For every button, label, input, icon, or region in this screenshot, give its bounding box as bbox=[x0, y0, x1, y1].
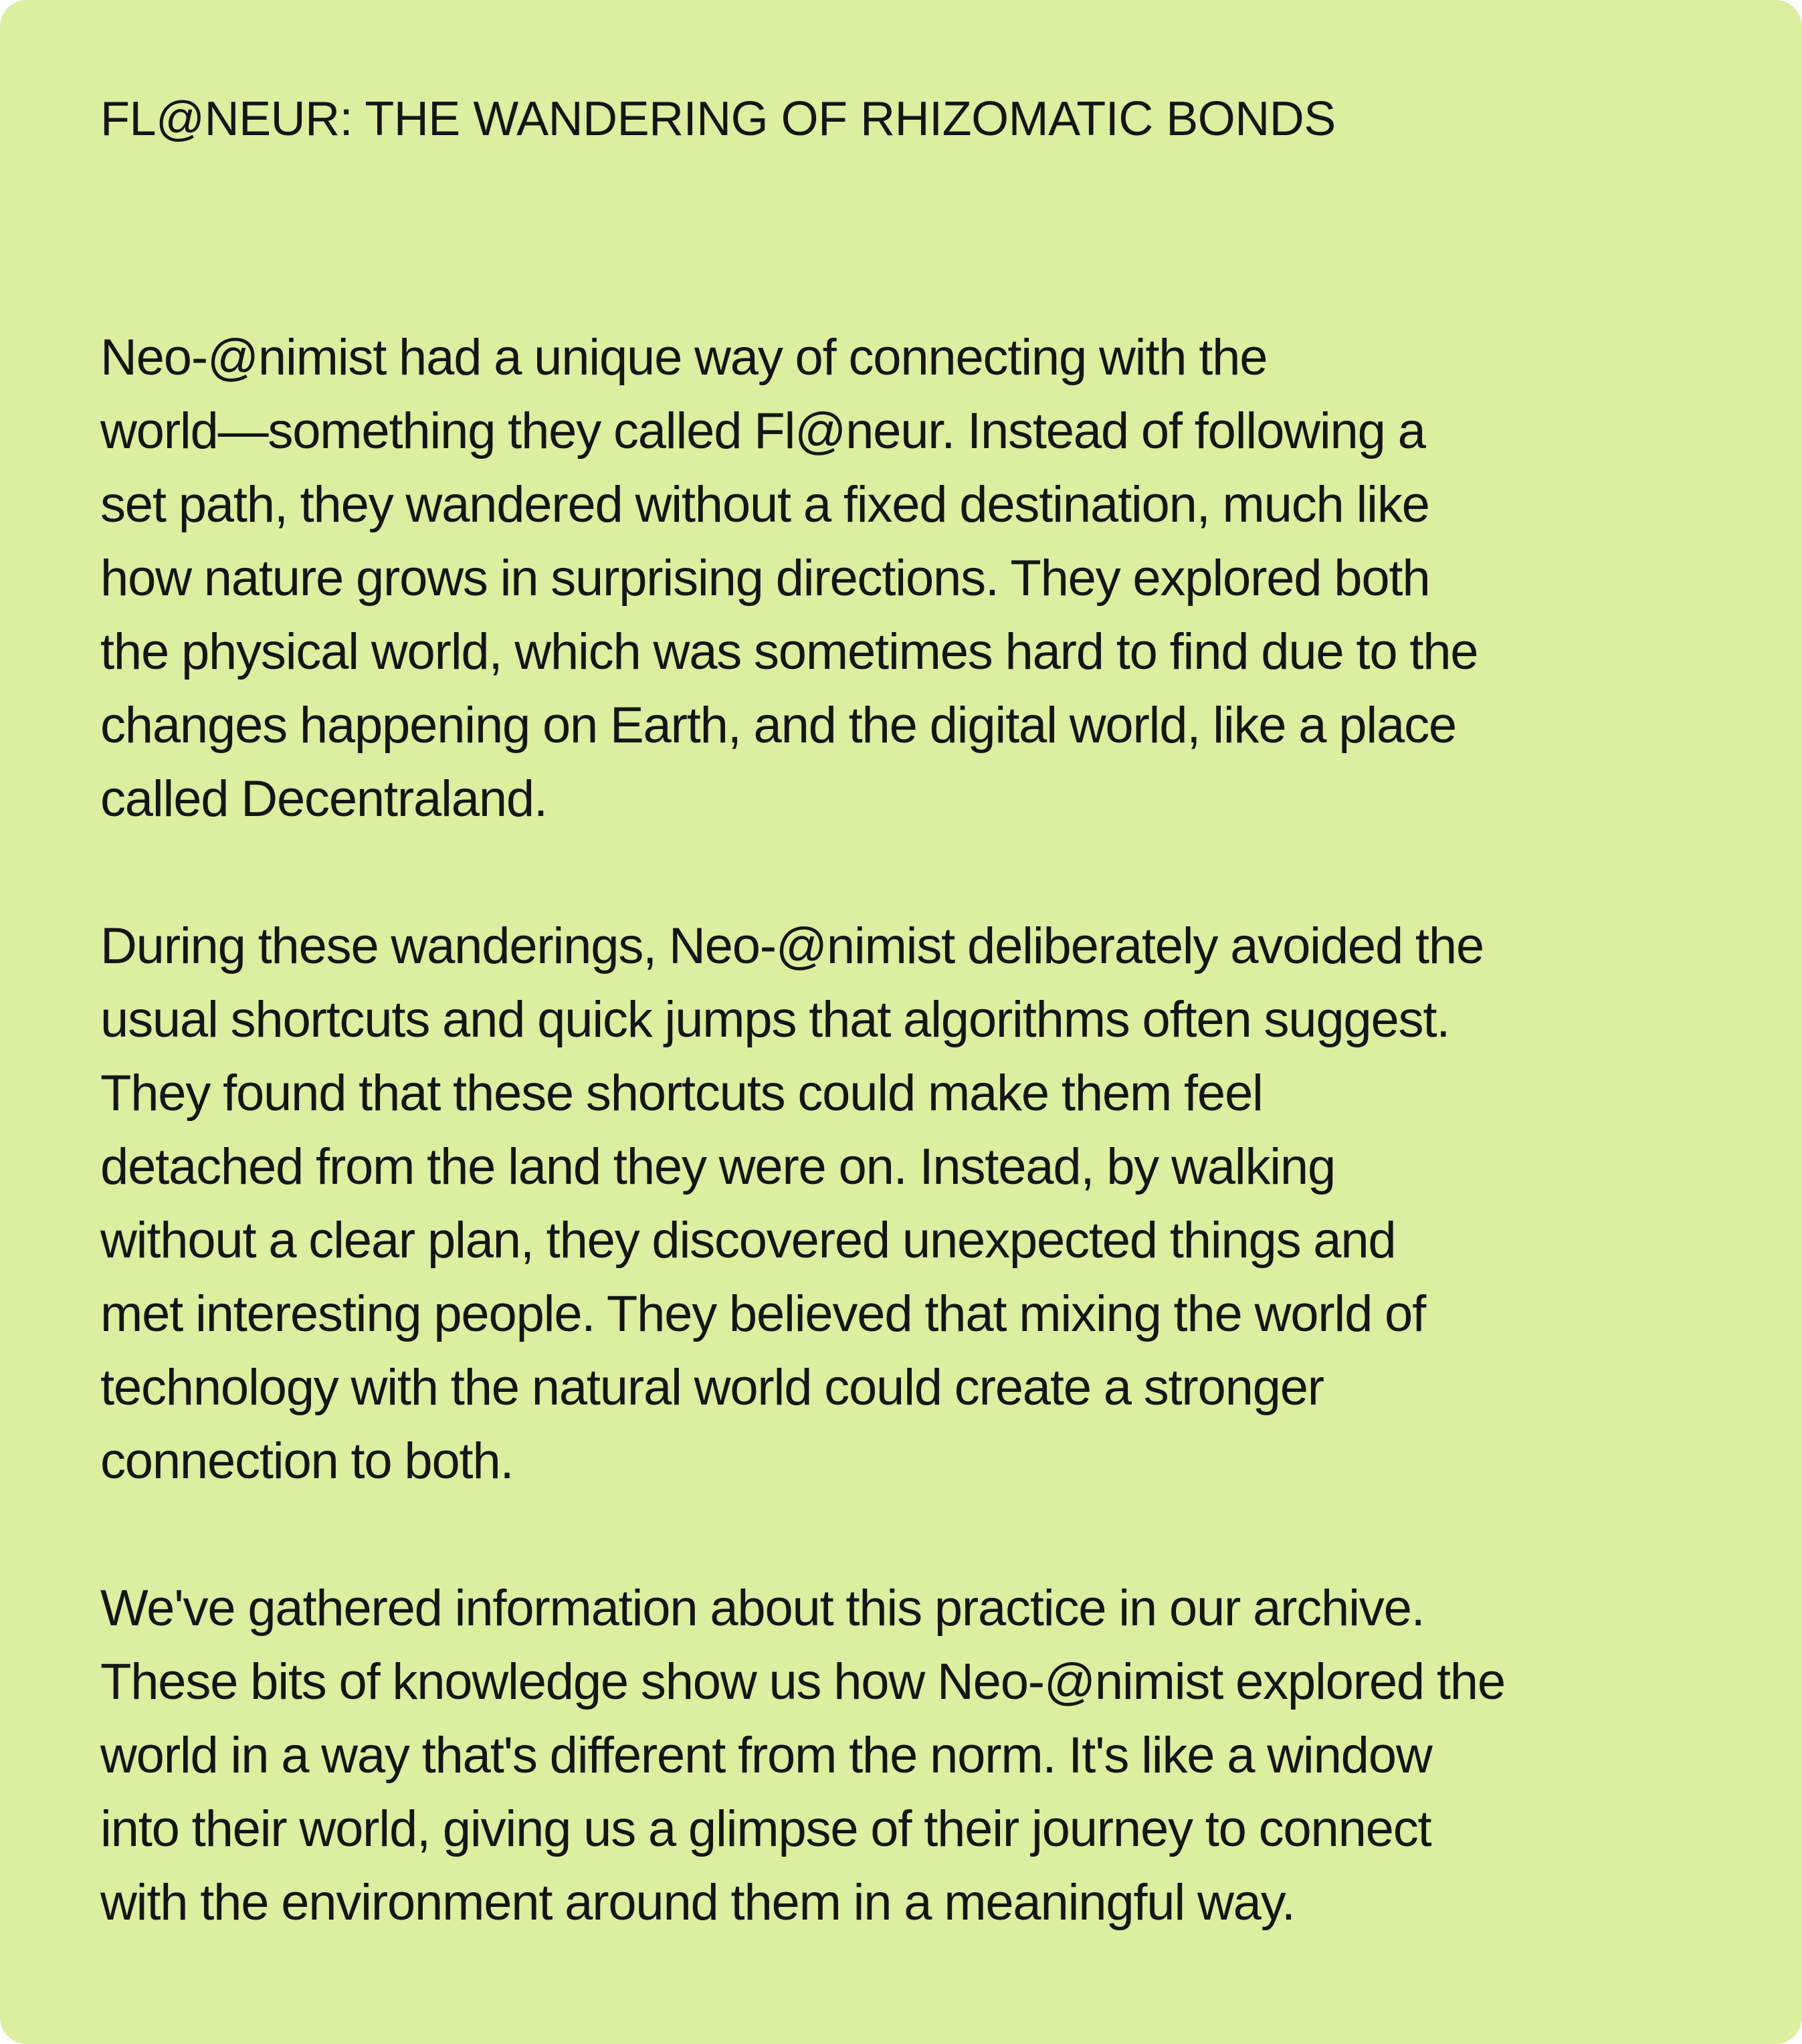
paragraph-line: connection to both. bbox=[100, 1433, 514, 1490]
paragraph-line: detached from the land they were on. Instead, by walking bbox=[100, 1138, 1336, 1195]
paragraph-line: with the environment around them in a meaningful way. bbox=[100, 1874, 1295, 1931]
paragraph-line: world—something they called Fl@neur. Instead of following a bbox=[100, 403, 1425, 459]
paragraph-line: into their world, giving us a glimpse of their journey to connect bbox=[100, 1801, 1431, 1857]
paragraph-line: These bits of knowledge show us how Neo-@nimist explored the bbox=[100, 1653, 1505, 1710]
paragraph-line: changes happening on Earth, and the digital world, like a place bbox=[100, 697, 1456, 754]
paragraph-2 bbox=[100, 910, 1702, 1498]
article-body bbox=[100, 321, 1702, 1940]
paragraph-line: called Decentraland. bbox=[100, 771, 547, 827]
paragraph-line: During these wanderings, Neo-@nimist deliberately avoided the bbox=[100, 918, 1484, 975]
paragraph-line: the physical world, which was sometimes hard to find due to the bbox=[100, 623, 1478, 680]
paragraph-line: set path, they wandered without a fixed destination, much like bbox=[100, 476, 1429, 533]
paragraph-line: We've gathered information about this practice in our archive. bbox=[100, 1580, 1425, 1637]
paragraph-line: without a clear plan, they discovered unexpected things and bbox=[100, 1212, 1396, 1269]
paragraph-line: Neo-@nimist had a unique way of connecting with the bbox=[100, 329, 1268, 386]
paragraph-1 bbox=[100, 321, 1702, 836]
paragraph-line: met interesting people. They believed that mixing the world of bbox=[100, 1286, 1426, 1342]
paragraph-line: technology with the natural world could create a stronger bbox=[100, 1359, 1324, 1416]
article-title: FL@NEUR: THE WANDERING OF RHIZOMATIC BONDS bbox=[100, 92, 1336, 146]
paragraph-3 bbox=[100, 1572, 1702, 1940]
paragraph-line: They found that these shortcuts could make them feel bbox=[100, 1065, 1263, 1122]
paragraph-line: how nature grows in surprising directions. They explored both bbox=[100, 550, 1430, 607]
paragraph-line: world in a way that's different from the norm. It's like a window bbox=[100, 1727, 1432, 1784]
paragraph-line: usual shortcuts and quick jumps that algorithms often suggest. bbox=[100, 991, 1450, 1048]
